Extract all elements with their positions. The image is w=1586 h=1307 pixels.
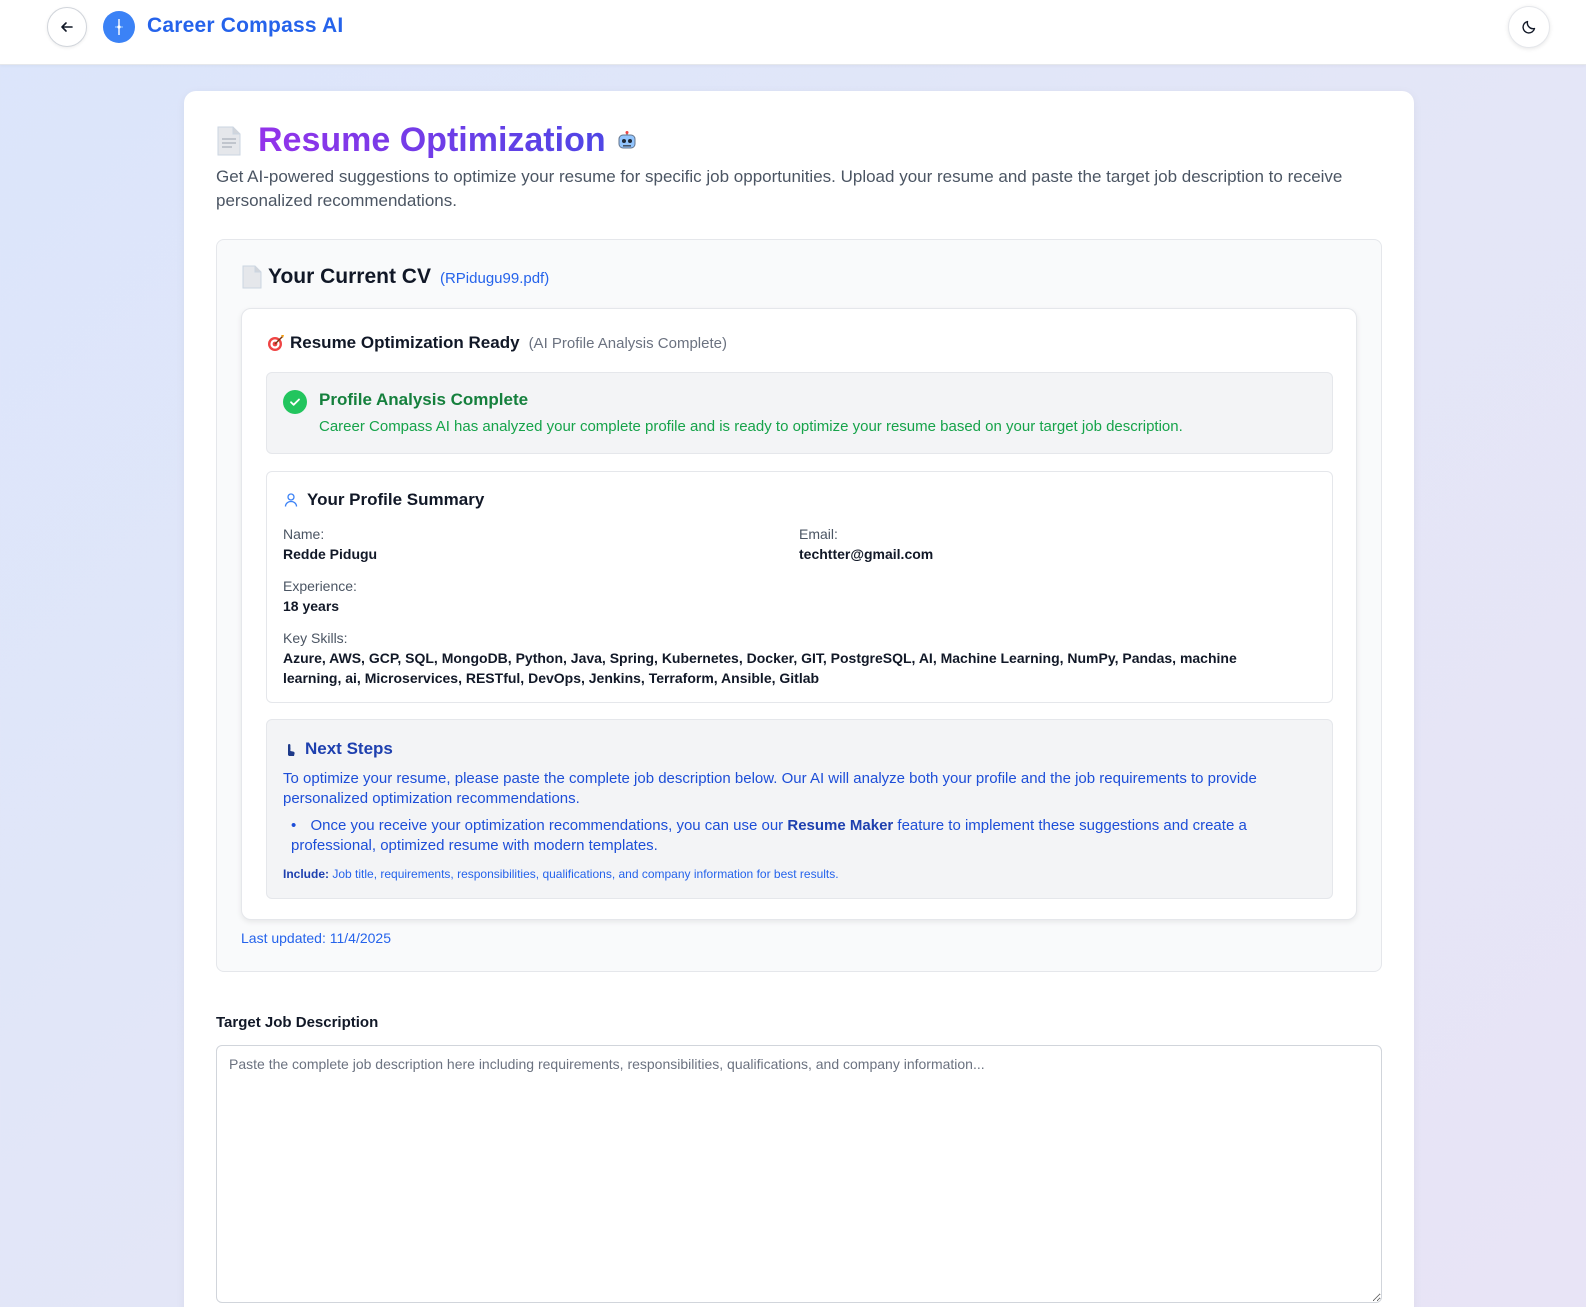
include-hint (283, 867, 839, 881)
analysis-complete-box (266, 372, 1333, 454)
page-title: Resume Optimization (258, 121, 606, 159)
app-title[interactable]: Career Compass AI (147, 14, 344, 37)
next-steps-header (283, 739, 393, 759)
email-value: techtter@gmail.com (799, 546, 934, 562)
profile-summary-box (266, 471, 1333, 703)
next-steps-bullet: • Once you receive your optimization recommendations, you can use our Resume Maker feature to implement these suggestions and create a professional, optimized resume with modern templates. (291, 817, 1247, 854)
cv-title: Your Current CV (268, 265, 431, 288)
moon-icon (1521, 19, 1537, 35)
compass-icon (103, 11, 135, 43)
page-header (216, 121, 638, 160)
summary-header (283, 490, 484, 510)
theme-toggle-button[interactable] (1508, 6, 1550, 48)
main-card (184, 91, 1414, 1307)
pointing-hand-icon (283, 741, 297, 757)
include-label: Include: (283, 867, 330, 881)
page-description: Get AI-powered suggestions to optimize your resume for specific job opportunities. Upload your resume and paste the target job description to receive personalized recommendations. (216, 167, 1343, 210)
bullet-text-pre: Once you receive your optimization recommendations, you can use our (310, 817, 788, 834)
optimization-ready-card (241, 308, 1357, 920)
job-description-label: Target Job Description (216, 1014, 379, 1031)
skills-value: Azure, AWS, GCP, SQL, MongoDB, Python, Java, Spring, Kubernetes, Docker, GIT, PostgreSQL, AI, Machine Learning, NumPy, Pandas, machine learning, ai, Microservices, RESTful, DevOps, Jenkins, Terraform, Ansible, Gitlab (283, 650, 1237, 686)
next-steps-title: Next Steps (305, 739, 393, 758)
job-description-input[interactable] (216, 1045, 1382, 1303)
user-icon (283, 492, 299, 508)
name-value: Redde Pidugu (283, 546, 378, 562)
ready-header (266, 333, 727, 353)
summary-title: Your Profile Summary (307, 490, 485, 509)
next-steps-box (266, 719, 1333, 899)
cv-section (216, 239, 1382, 972)
last-updated: Last updated: 11/4/2025 (241, 930, 391, 946)
analysis-title: Profile Analysis Complete (319, 390, 529, 409)
document-icon (242, 265, 262, 289)
arrow-left-icon (59, 19, 75, 35)
ready-title: Resume Optimization Ready (290, 333, 520, 352)
experience-value: 18 years (283, 598, 340, 614)
back-button[interactable] (47, 7, 87, 47)
top-bar (0, 0, 1586, 65)
ready-subtitle: (AI Profile Analysis Complete) (528, 334, 727, 352)
resume-maker-link[interactable]: Resume Maker (787, 817, 894, 834)
target-icon (266, 333, 286, 353)
robot-icon (616, 130, 638, 152)
cv-filename[interactable]: (RPidugu99.pdf) (439, 270, 550, 287)
document-icon (216, 125, 242, 157)
cv-header (242, 265, 549, 289)
email-label: Email: (799, 526, 838, 542)
include-text: Job title, requirements, responsibilities, qualifications, and company information for best results. (329, 867, 839, 881)
skills-label: Key Skills: (283, 630, 348, 646)
name-label: Name: (283, 526, 325, 542)
bullet-text-post: feature to implement these suggestions and create a professional, optimized resume with modern templates. (291, 817, 1247, 854)
experience-label: Experience: (283, 578, 357, 594)
next-steps-text: To optimize your resume, please paste the complete job description below. Our AI will analyze both your profile and the job requirements to provide personalized optimization recommendations. (283, 770, 1257, 807)
check-circle-icon (283, 390, 307, 414)
analysis-text: Career Compass AI has analyzed your complete profile and is ready to optimize your resume based on your target job description. (319, 418, 1183, 435)
